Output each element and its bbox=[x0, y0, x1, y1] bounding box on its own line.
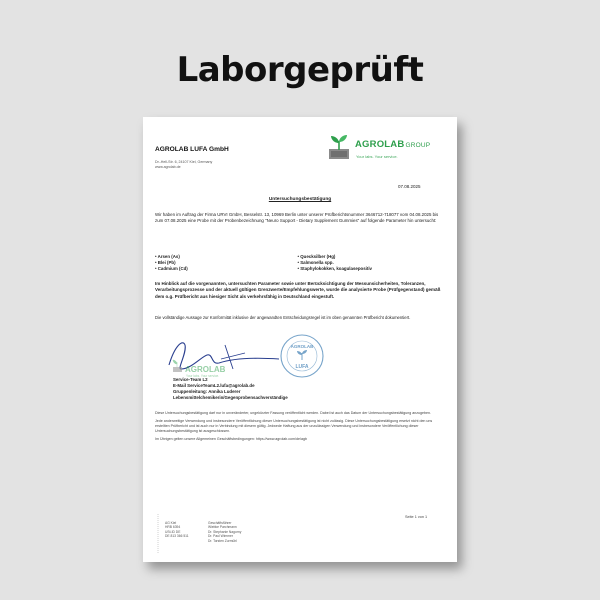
parameter-item: • Cadmium (Cd) bbox=[155, 266, 188, 272]
service-line: Service-Team L2 bbox=[173, 377, 208, 382]
footer-registration bbox=[165, 521, 189, 539]
parameter-list bbox=[155, 254, 440, 272]
document-date: 07.08.2025 bbox=[398, 184, 421, 189]
footer-line: AG Kiel bbox=[165, 521, 177, 525]
footer-line: Dr. Torsten Zurmühl bbox=[208, 538, 237, 543]
company-name: AGROLAB LUFA GmbH bbox=[155, 146, 229, 153]
service-line: Gruppenleitung: Annika Luderer bbox=[173, 389, 241, 395]
signature-tagline: Your labs. Your service. bbox=[186, 374, 220, 378]
plant-sprout-icon bbox=[325, 131, 355, 161]
footer-line: USt-ID DE bbox=[165, 529, 181, 534]
official-stamp bbox=[278, 332, 326, 380]
stamp-text-top: AGROLAB bbox=[290, 344, 314, 349]
page-number: Seite 1 von 1 bbox=[405, 515, 428, 519]
disclaimer-paragraph: Jede anderweitige Verwendung und insbesondere Veröffentlichung dieser Untersuchungsbestätigung ist nicht zulässig. Diese Untersuchungsbestätigung ersetzt nicht den uns erstellten Prüfbericht und ist auch nur in Verbindung mit diesem gültig. Jedwede Haftung aus der unzulässigen Verwendung und insbesondere Veröffentlichung dieser Untersuchungsbestätigung ist ausgeschlossen. bbox=[155, 419, 433, 434]
parameter-item: • Quecksilber (Hg) bbox=[297, 254, 336, 259]
page-headline: Laborgeprüft bbox=[176, 50, 424, 90]
footer-line: Dr. Stephanie Nagorny bbox=[208, 529, 242, 534]
company-address bbox=[155, 160, 212, 170]
parameter-item: • Blei (Pb) bbox=[155, 260, 176, 266]
parameter-item: • Salmonella spp. bbox=[297, 260, 334, 266]
footer-line: Dr. Paul Wimmer bbox=[208, 534, 233, 539]
disclaimer-paragraph: Diese Untersuchungsbestätigung darf nur in unveränderter, ungekürzter Fassung veröffentlicht werden. Dabei ist auch das Datum der Untersuchungsbestätigung anzugeben. bbox=[155, 411, 432, 415]
address-line: Dr.-Hell-Str. 6, 24107 Kiel, Germany bbox=[155, 160, 213, 164]
stamp-text-bottom: LUFA bbox=[295, 364, 309, 370]
signature-logo-text: AGROLAB bbox=[185, 365, 226, 374]
parameter-item: • Staphylokokken, koagulasepositiv bbox=[297, 266, 372, 272]
logo-name: AGROLAB bbox=[355, 139, 405, 150]
disclaimer-block bbox=[155, 411, 445, 445]
footer-line: Geschäftsführer bbox=[208, 521, 232, 525]
footer-line: HRB 6394 bbox=[165, 525, 181, 530]
agrolab-logo bbox=[325, 129, 443, 165]
service-contact bbox=[173, 377, 288, 402]
lab-certificate-document bbox=[143, 117, 457, 562]
parameter-item: • Arsen (As) bbox=[155, 254, 180, 259]
disclaimer-paragraph: Im Übrigen gelten unsere Allgemeinen Geschäftsbedingungen: https://www.agrolab.com/de/agb bbox=[155, 437, 308, 442]
footer-management bbox=[208, 521, 241, 543]
service-line: E-Mail ServiceTeamL2.lufa@agrolab.de bbox=[173, 383, 255, 389]
service-line: Lebensmittelchemikerin/Gegenprobensachverständige bbox=[173, 395, 288, 401]
document-heading: Untersuchungsbestätigung bbox=[268, 197, 332, 202]
footer-line: DE 813 366 511 bbox=[165, 534, 189, 539]
stamp-sprout-icon bbox=[297, 350, 307, 360]
logo-tagline: Your labs. Your service. bbox=[356, 154, 398, 159]
logo-group: GROUP bbox=[405, 142, 431, 149]
conformity-note: Die vollständige Aussage zur Konformität inklusive der angewandten Entscheidungsregel ist im oben genannten Prüfbericht dokumentiert. bbox=[155, 315, 411, 320]
fold-marks bbox=[157, 514, 161, 554]
intro-paragraph: Wir haben im Auftrag der Firma URVI GmbH, Besselstr. 13, 10969 Berlin unter unserer Prüfberichtsnummer 3646712-718077 vom 04.08.2025 bis zum 07.08.2025 eine Probe mit der Probenbezeichnung "Neuro Support - Dietary Supplement Gummies" auf folgende Parameter hin untersucht: bbox=[155, 212, 439, 224]
address-line: www.agrolab.de bbox=[155, 165, 181, 170]
logo-wordmark bbox=[355, 139, 430, 152]
footer-line: Wiebke Parchmann bbox=[208, 525, 237, 530]
signature-with-logo bbox=[161, 335, 291, 383]
conclusion-paragraph: Im Hinblick auf die vorgenannten, untersuchten Parameter sowie unter Berücksichtigung der Messunsicherheiten, Toleranzen, Verarbeitungsprozesse und der aktuell gültigen Grenzwerte/Empfehlungswerte, wurde die analysierte Probe (Prüfgegenstand) gemäß dem o.g. Prüfbericht aus hiesiger Sicht als verkehrsfähig in Deutschland eingestuft. bbox=[155, 281, 441, 299]
